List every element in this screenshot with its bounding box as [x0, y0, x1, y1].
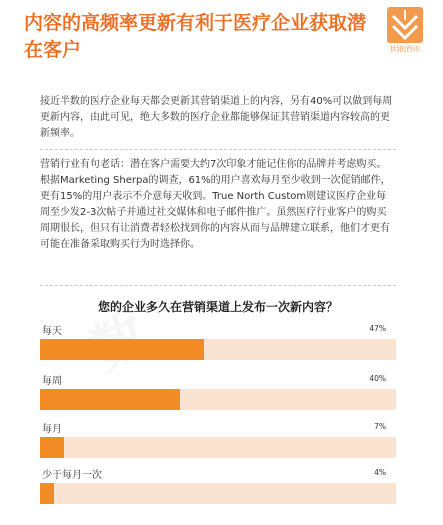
option-bar-track [40, 389, 396, 410]
option-label: 少于每月一次 [42, 470, 102, 481]
option-percent: 7% [374, 422, 386, 431]
divider [40, 149, 396, 150]
option-percent: 4% [374, 468, 386, 477]
option-bar-fill [40, 389, 180, 410]
poll-question: 您的企业多久在营销渠道上发布一次新内容？ [97, 300, 338, 314]
brand-logo-icon [386, 6, 424, 44]
paragraph-1: 接近半数的医疗企业每天都会更新其营销渠道上的内容，另有40%可以做到每周更新内容，由此可见，绝大多数的医疗企业都能够保证其营销渠道内容较高的更新频率。 [40, 96, 393, 139]
option-label: 每月 [42, 424, 62, 435]
option-bar-fill [40, 483, 54, 504]
option-bar-fill [40, 339, 204, 360]
poll-option-weekly [40, 372, 396, 420]
page-title: 内容的高频率更新有利于医疗企业获取潜在客户 [24, 12, 367, 61]
divider [40, 285, 396, 286]
paragraph-2: 营销行业有句老话：潜在客户需要大约7次印象才能记住你的品牌并考虑购买。根据Marketing Sherpa的调查，61%的用户喜欢每月至少收到一次促销邮件，更有15%的用户表示不介意每天收到。True North Custom则建议医疗企业每周至少发2-3次帖子并通过社交媒体和电子邮件推广。虽然医疗行业客户的购买周期很长，但只有让消费者轻松找到你的内容从而与品牌建立联系，他们才更有可能在准备采取购买行为时选择你。 [40, 159, 391, 250]
poll-option-less-than-monthly [40, 466, 396, 514]
option-label: 每周 [42, 376, 62, 387]
option-bar-track [40, 437, 396, 458]
option-percent: 47% [369, 324, 386, 333]
option-percent: 40% [369, 374, 386, 383]
poll-option-daily [40, 322, 396, 370]
option-label: 每天 [42, 326, 62, 337]
brand-logo [375, 6, 435, 54]
option-bar-track [40, 339, 396, 360]
poll-option-monthly [40, 420, 396, 468]
option-bar-fill [40, 437, 64, 458]
brand-logo-text: 钛铂|西川 [389, 45, 421, 53]
option-bar-track [40, 483, 396, 504]
